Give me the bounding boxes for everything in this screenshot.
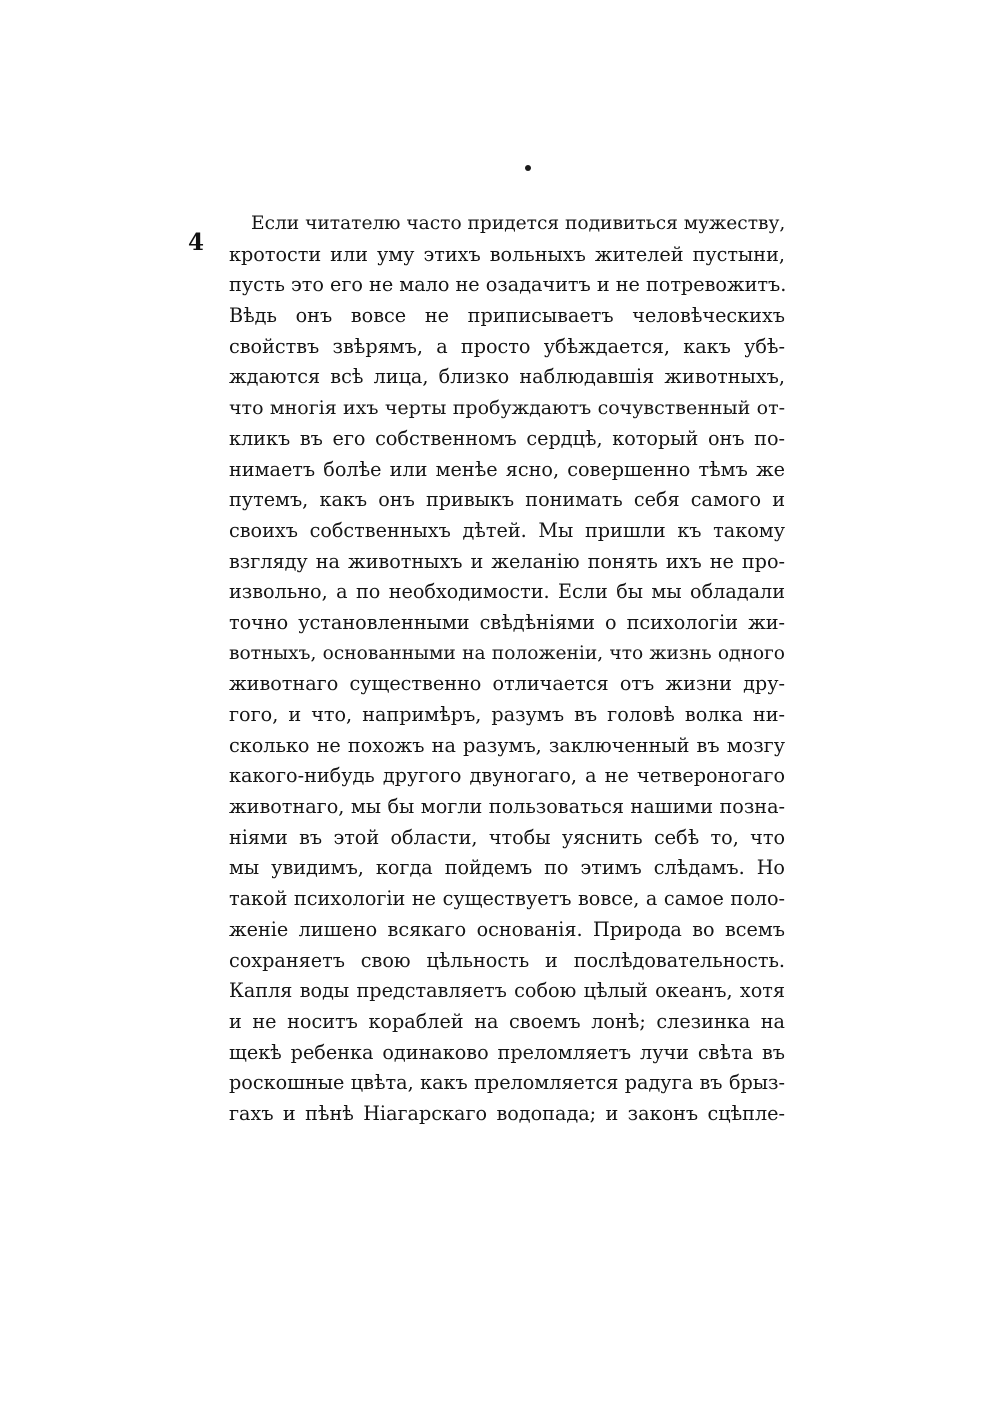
text-line: кликъ въ его собственномъ сердцѣ, который онъ по- bbox=[229, 426, 785, 450]
text-line: женіе лишено всякаго основанія. Природа во всемъ bbox=[229, 917, 785, 941]
text-line: взгляду на животныхъ и желанію понять ихъ не про- bbox=[229, 549, 785, 573]
text-line: животнаго существенно отличается отъ жизни дру- bbox=[229, 672, 785, 696]
text-line: гого, и что, напримѣръ, разумъ въ головѣ волка ни- bbox=[229, 703, 785, 726]
text-line: свойствъ звѣрямъ, а просто убѣждается, какъ убѣ- bbox=[229, 334, 785, 358]
text-line: что многія ихъ черты пробуждаютъ сочувственный от- bbox=[229, 397, 785, 420]
text-line: гахъ и пѣнѣ Ніагарскаго водопада; и законъ сцѣпле- bbox=[229, 1101, 785, 1125]
text-line: нимаетъ болѣе или менѣе ясно, совершенно тѣмъ же bbox=[229, 457, 785, 481]
text-line: своихъ собственныхъ дѣтей. Мы пришли къ такому bbox=[229, 518, 785, 542]
text-line: ждаются всѣ лица, близко наблюдавшія животныхъ, bbox=[229, 365, 785, 389]
text-line: щекѣ ребенка одинаково преломляетъ лучи свѣта въ bbox=[229, 1040, 785, 1064]
printed-dot-mark bbox=[525, 165, 531, 171]
text-line: кротости или уму этихъ вольныхъ жителей пустыни, bbox=[229, 242, 785, 266]
text-line: мы увидимъ, когда пойдемъ по этимъ слѣдамъ. Но bbox=[229, 856, 785, 880]
text-line: точно установленными свѣдѣніями о психологіи жи- bbox=[229, 610, 785, 634]
text-line: роскошные цвѣта, какъ преломляется радуга въ брыз- bbox=[229, 1071, 785, 1095]
text-line: и не носитъ кораблей на своемъ лонѣ; слезинка на bbox=[229, 1009, 785, 1033]
text-line: извольно, а по необходимости. Если бы мы обладали bbox=[229, 580, 785, 604]
text-line: пусть это его не мало не озадачитъ и не потревожитъ. bbox=[229, 273, 787, 297]
text-line: вотныхъ, основанными на положеніи, что жизнь одного bbox=[229, 642, 785, 664]
page-number: 4 bbox=[188, 229, 205, 256]
text-line: какого-нибудь другого двуногаго, а не четвероногаго bbox=[229, 764, 785, 788]
text-line: Капля воды представляетъ собою цѣлый океанъ, хотя bbox=[229, 979, 785, 1003]
text-line: сколько не похожъ на разумъ, заключенный въ мозгу bbox=[229, 733, 785, 757]
text-line: ніями въ этой области, чтобы уяснить себѣ то, что bbox=[229, 825, 785, 849]
text-line: Вѣдь онъ вовсе не приписываетъ человѣческихъ bbox=[229, 304, 785, 328]
text-line: Если читателю часто придется подивиться мужеству, bbox=[251, 213, 786, 234]
text-line: такой психологіи не существуетъ вовсе, а самое поло- bbox=[229, 887, 785, 911]
text-line: животнаго, мы бы могли пользоваться нашими позна- bbox=[229, 795, 785, 819]
body-paragraph bbox=[229, 209, 785, 1130]
text-line: сохраняетъ свою цѣльность и послѣдовательность. bbox=[229, 948, 785, 972]
text-line: путемъ, какъ онъ привыкъ понимать себя самого и bbox=[229, 488, 785, 512]
